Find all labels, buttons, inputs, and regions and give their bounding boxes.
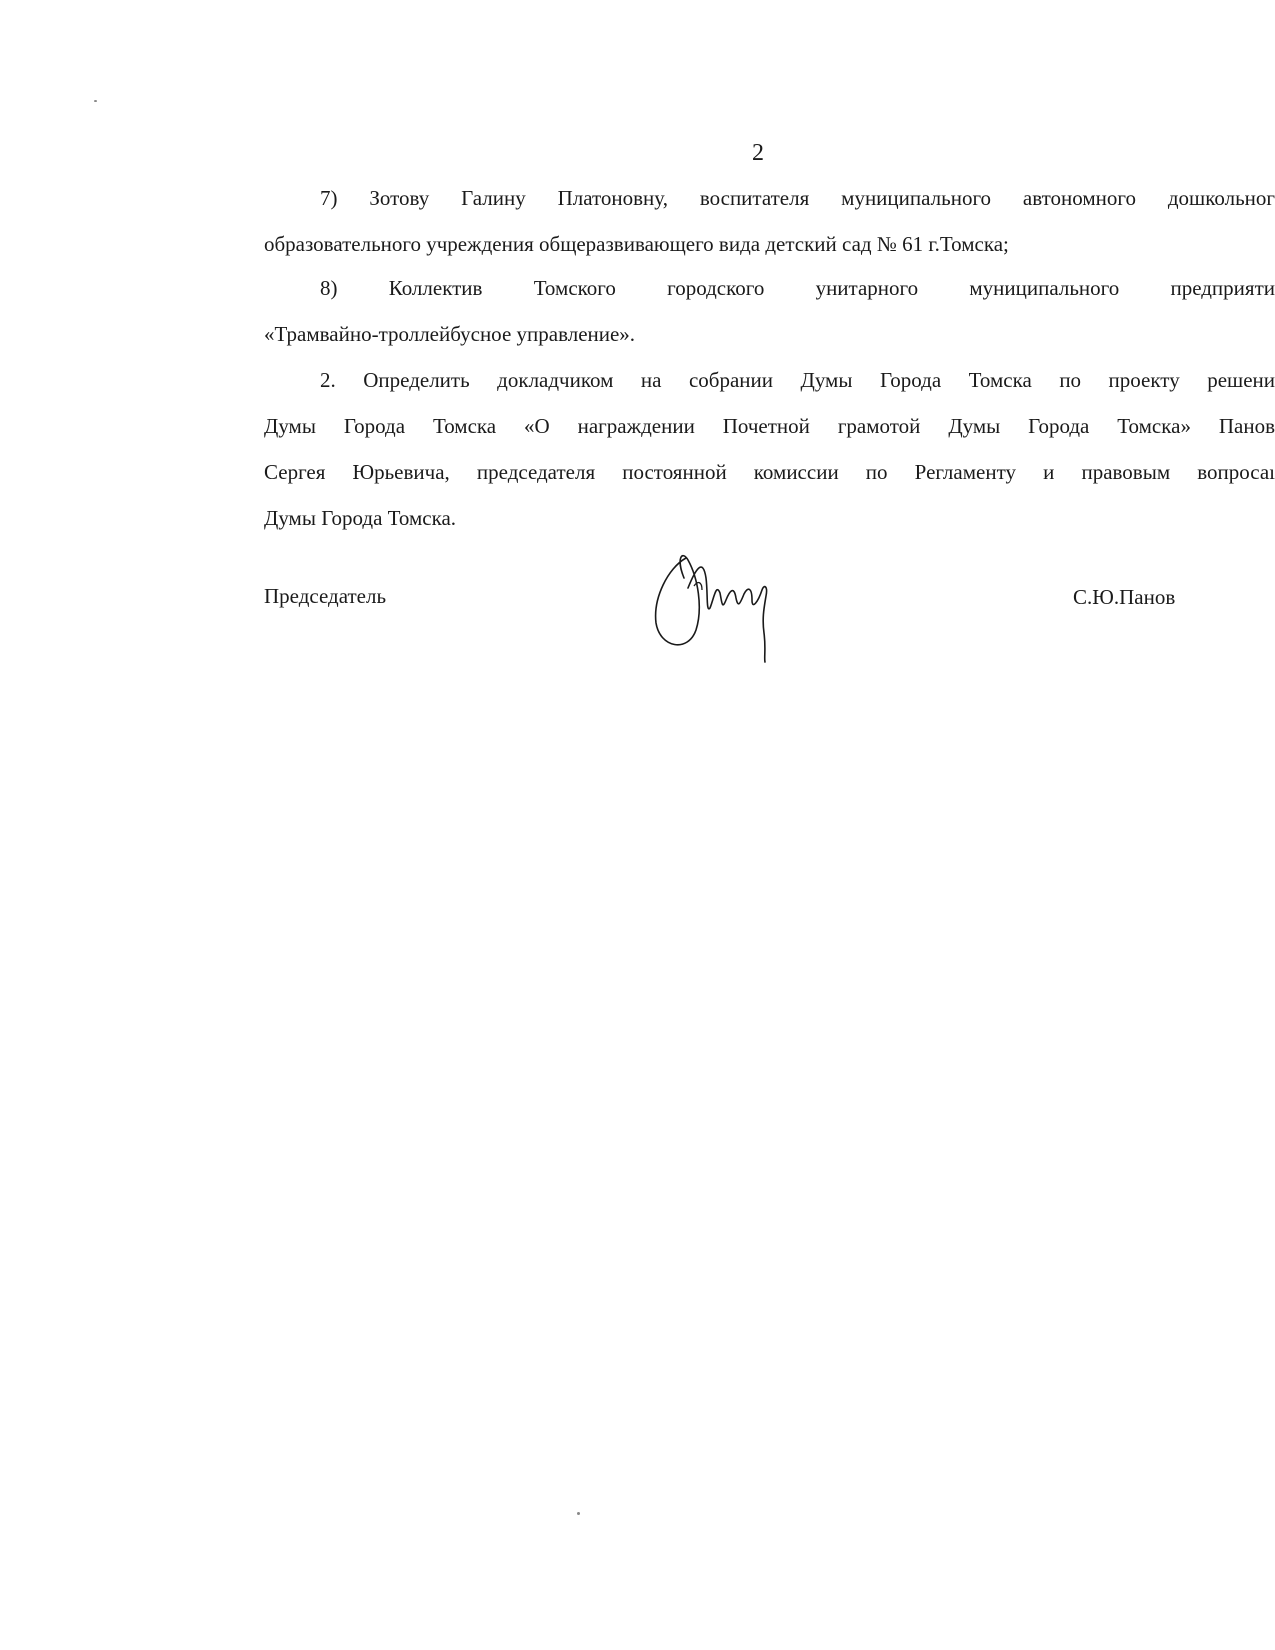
item-7-line-1: 7) Зотову Галину Платоновну, воспитателя муниципального автономного дошкольног (320, 186, 1275, 210)
point-2-line-4: Думы Города Томска. (264, 506, 457, 530)
item-7-line-2: образовательного учреждения общеразвивающего вида детский сад № 61 г.Томска; (264, 232, 1009, 256)
signatory-title: Председатель (264, 584, 387, 608)
scan-speck (94, 100, 97, 102)
handwritten-signature (648, 538, 798, 663)
point-2-line-1: 2. Определить докладчиком на собрании Думы Города Томска по проекту решени (320, 368, 1275, 392)
point-2-line-2: Думы Города Томска «О награждении Почетной грамотой Думы Города Томска» Панов (264, 414, 1275, 438)
scan-speck (577, 1512, 580, 1515)
signatory-name: С.Ю.Панов (1073, 585, 1176, 609)
point-2-line-3: Сергея Юрьевича, председателя постоянной комиссии по Регламенту и правовым вопросаı (264, 460, 1275, 484)
item-8-line-2: «Трамвайно-троллейбусное управление». (264, 322, 636, 346)
item-8-line-1: 8) Коллектив Томского городского унитарного муниципального предприяти (320, 276, 1275, 300)
page-number: 2 (752, 140, 764, 166)
